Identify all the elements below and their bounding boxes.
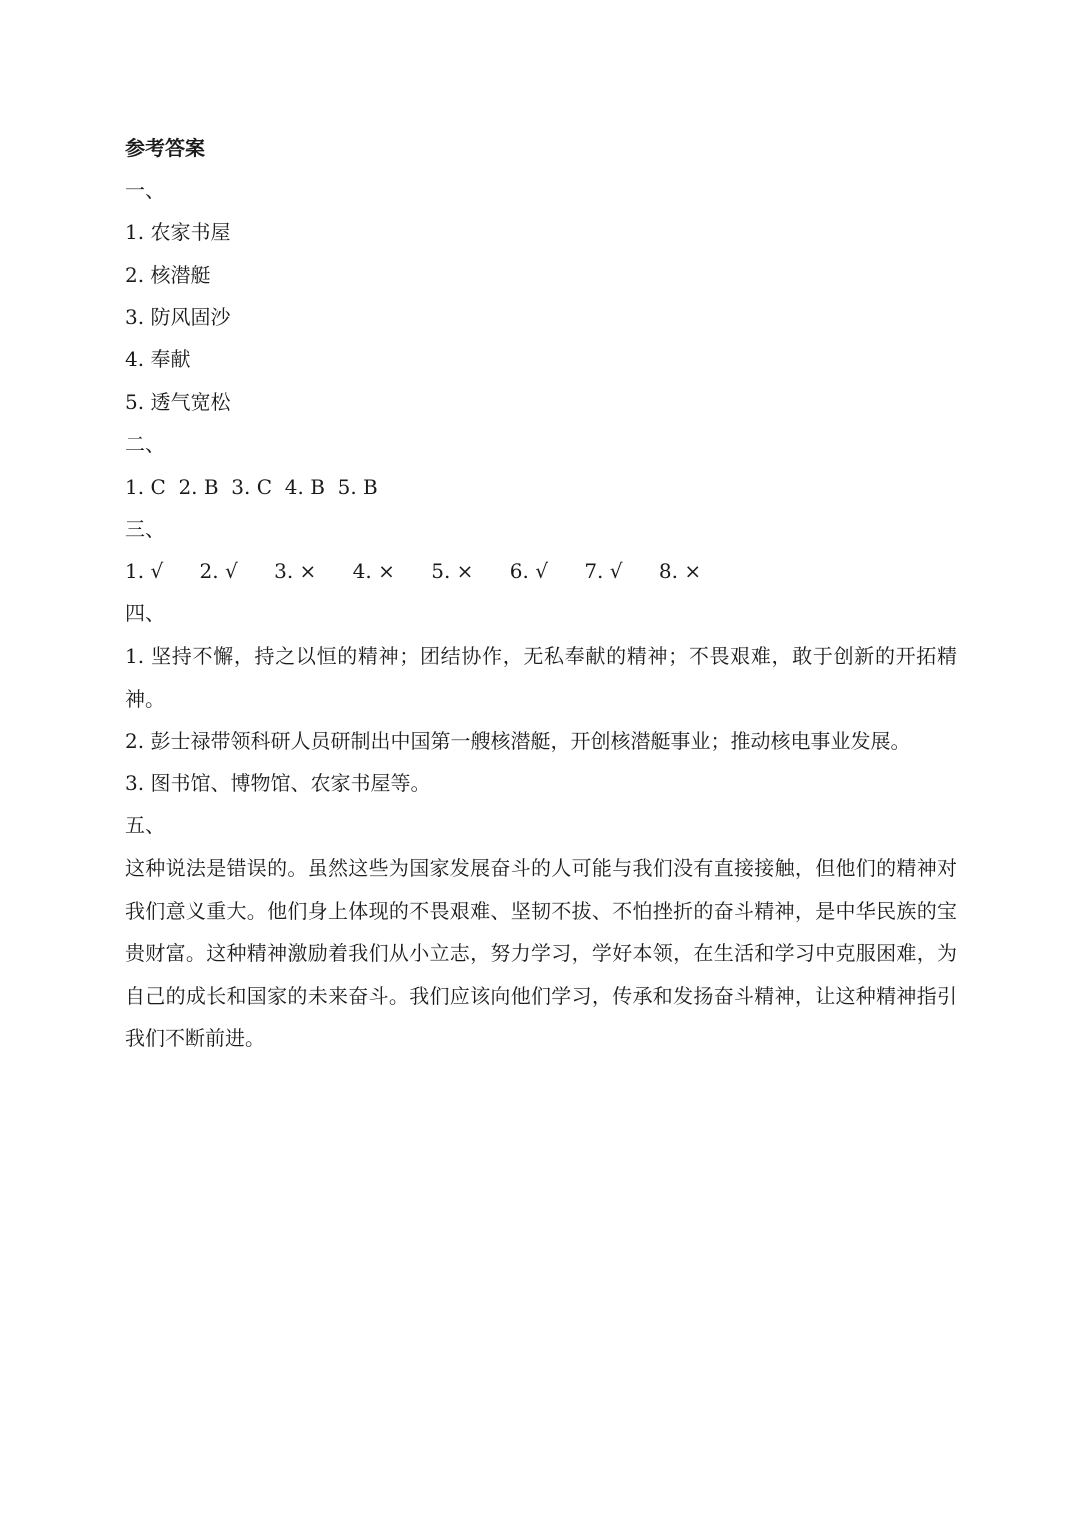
true-false-answer: 3. ×: [274, 559, 317, 583]
section-1-heading: 一、: [125, 178, 165, 202]
true-false-answer: 8. ×: [658, 559, 702, 583]
section-1-item: 3. 防风固沙: [125, 305, 231, 329]
section-2-answers: 1. C 2. B 3. C 4. B 5. B: [125, 475, 378, 499]
section-1-item: 2. 核潜艇: [125, 263, 211, 287]
section-4-answer-1: 1. 坚持不懈，持之以恒的精神；团结协作，无私奉献的精神；不畏艰难，敢于创新的开拓精神。: [125, 644, 957, 711]
true-false-answer: 5. ×: [431, 559, 474, 583]
section-4-answer-3: 3. 图书馆、博物馆、农家书屋等。: [125, 771, 431, 795]
page-title: 参考答案: [125, 136, 205, 160]
true-false-answer: 2. √: [199, 559, 238, 583]
section-5-answer: 这种说法是错误的。虽然这些为国家发展奋斗的人可能与我们没有直接接触，但他们的精神对我们意义重大。他们身上体现的不畏艰难、坚韧不拔、不怕挫折的奋斗精神，是中华民族的宝贵财富。这种精神激励着我们从小立志，努力学习，学好本领，在生活和学习中克服困难，为自己的成长和国家的未来奋斗。我们应该向他们学习，传承和发扬奋斗精神，让这种精神指引我们不断前进。: [125, 856, 957, 1050]
true-false-answer: 4. ×: [352, 559, 395, 583]
section-2-heading: 二、: [125, 432, 165, 456]
true-false-answer: 6. √: [509, 559, 548, 583]
section-3-answers: [125, 557, 731, 585]
section-1-item: 5. 透气宽松: [125, 390, 231, 414]
true-false-answer: 1. √: [125, 559, 164, 583]
section-4-heading: 四、: [125, 601, 165, 625]
section-5-heading: 五、: [125, 813, 165, 837]
section-4-answer-2: 2. 彭士禄带领科研人员研制出中国第一艘核潜艇，开创核潜艇事业；推动核电事业发展。: [125, 729, 911, 753]
section-1-item: 4. 奉献: [125, 347, 191, 371]
section-1-item: 1. 农家书屋: [125, 220, 231, 244]
true-false-answer: 7. √: [584, 559, 623, 583]
section-3-heading: 三、: [125, 517, 165, 541]
